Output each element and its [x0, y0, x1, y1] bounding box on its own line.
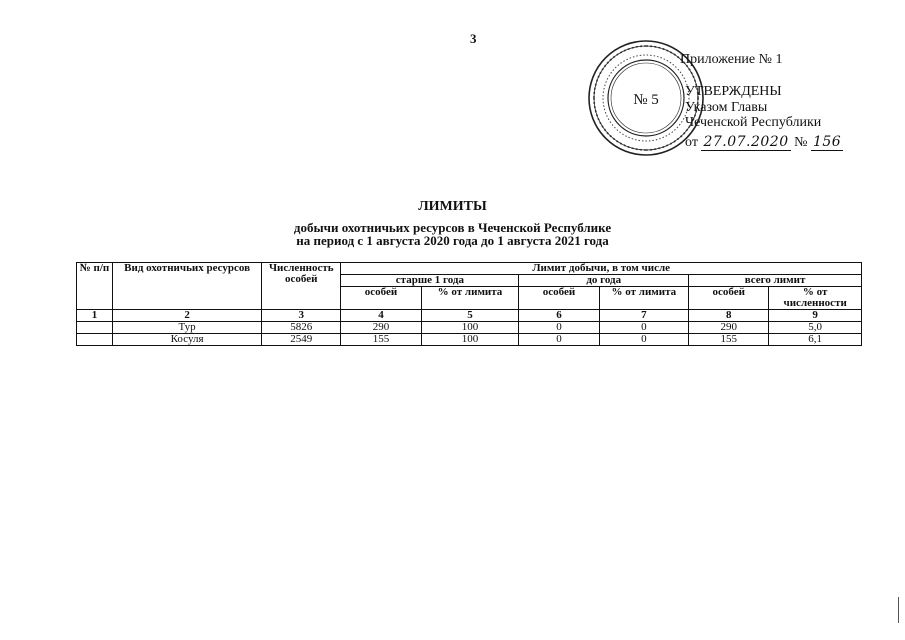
row-number: [77, 334, 113, 346]
older-percent-cell: 100: [421, 334, 519, 346]
number-prefix: №: [794, 135, 808, 150]
header-older-percent: % от лимита: [421, 287, 519, 310]
total-percent-cell: 5,0: [769, 322, 862, 334]
seal-number: № 5: [633, 92, 659, 108]
column-number: 3: [262, 310, 341, 322]
column-number-row: [77, 310, 862, 322]
handwritten-date: 27.07.2020: [703, 134, 789, 150]
header-species: Вид охотничьих ресурсов: [113, 263, 262, 310]
older-percent-cell: 100: [421, 322, 519, 334]
column-number: 1: [77, 310, 113, 322]
page-number: 3: [470, 31, 477, 46]
scan-edge-mark: [898, 597, 899, 623]
column-number: 2: [113, 310, 262, 322]
decree-date-line: [685, 134, 843, 151]
header-older-than-one-year: старше 1 года: [341, 275, 519, 287]
total-count-cell: 290: [689, 322, 769, 334]
appendix-label: Приложение № 1: [680, 52, 783, 67]
head-of-republic-label: Чеченской Республики: [685, 115, 822, 130]
column-number: 7: [599, 310, 689, 322]
table-row: [77, 334, 862, 346]
subtitle-line-2: на период с 1 августа 2020 года до 1 августа 2021 года: [296, 233, 609, 248]
under-count-cell: 0: [519, 334, 599, 346]
header-total-limit: всего лимит: [689, 275, 862, 287]
header-under-percent: % от лимита: [599, 287, 689, 310]
column-number: 4: [341, 310, 421, 322]
header-limit: Лимит добычи, в том числе: [341, 263, 862, 275]
header-total-percent: % от численности: [769, 287, 862, 310]
population-cell: 5826: [262, 322, 341, 334]
table-row: [77, 322, 862, 334]
column-number: 5: [421, 310, 519, 322]
older-count-cell: 290: [341, 322, 421, 334]
species-cell: Тур: [113, 322, 262, 334]
date-prefix: от: [685, 135, 698, 150]
header-under-count: особей: [519, 287, 599, 310]
total-count-cell: 155: [689, 334, 769, 346]
header-under-one-year: до года: [519, 275, 689, 287]
row-number: [77, 322, 113, 334]
header-total-count: особей: [689, 287, 769, 310]
document-subtitle: [0, 221, 905, 247]
limits-table: [76, 262, 862, 346]
total-percent-cell: 6,1: [769, 334, 862, 346]
document-title: ЛИМИТЫ: [418, 199, 487, 214]
approved-label: УТВЕРЖДЕНЫ: [685, 84, 782, 99]
handwritten-number: 156: [812, 134, 842, 150]
older-count-cell: 155: [341, 334, 421, 346]
decree-label: Указом Главы: [685, 100, 768, 115]
column-number: 8: [689, 310, 769, 322]
column-number: 6: [519, 310, 599, 322]
header-older-count: особей: [341, 287, 421, 310]
header-population: Численность особей: [262, 263, 341, 310]
species-cell: Косуля: [113, 334, 262, 346]
header-number: № п/п: [77, 263, 113, 310]
population-cell: 2549: [262, 334, 341, 346]
under-percent-cell: 0: [599, 322, 689, 334]
under-percent-cell: 0: [599, 334, 689, 346]
column-number: 9: [769, 310, 862, 322]
subtitle-line-1: добычи охотничьих ресурсов в Чеченской Республике: [293, 220, 612, 235]
under-count-cell: 0: [519, 322, 599, 334]
